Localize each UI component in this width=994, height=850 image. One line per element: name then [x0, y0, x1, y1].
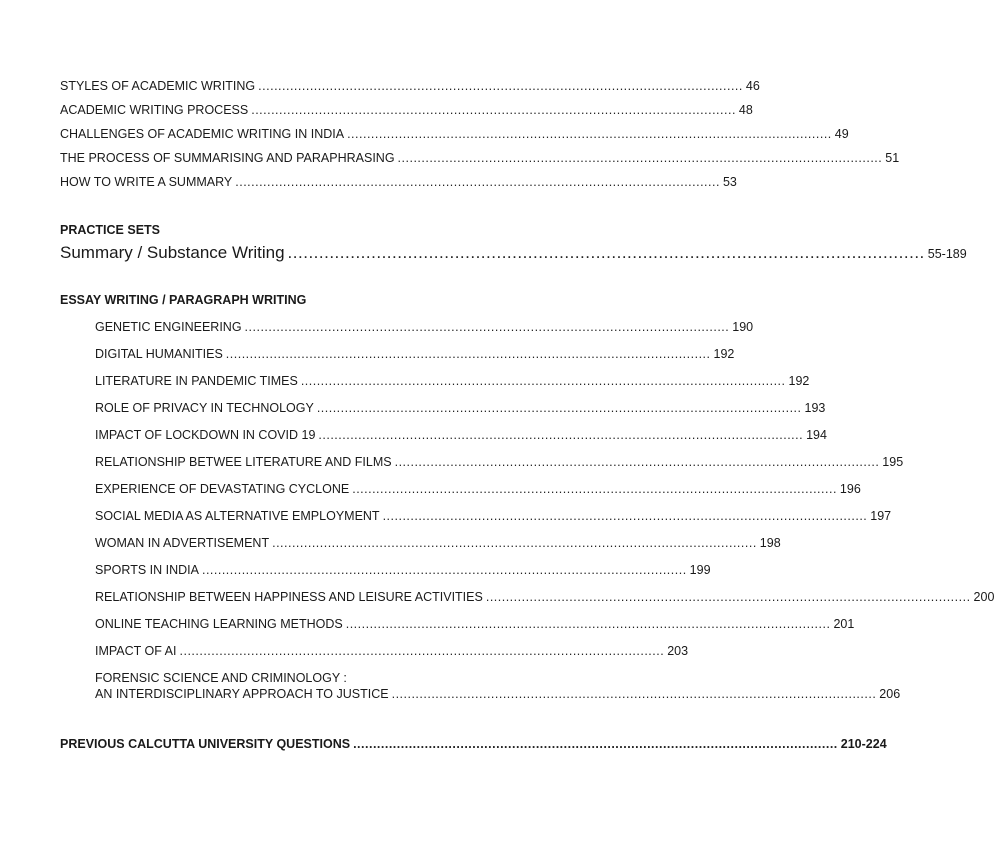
toc-entry-forensic-science[interactable] — [95, 670, 901, 702]
toc-entry-title: THE PROCESS OF SUMMARISING AND PARAPHRASING — [60, 151, 395, 165]
toc-entry-page: 51 — [885, 151, 900, 165]
toc-entry-page: 203 — [667, 644, 689, 658]
toc-entry[interactable] — [95, 481, 861, 497]
section-heading-essay-writing: ESSAY WRITING / PARAGRAPH WRITING — [60, 293, 307, 307]
toc-entry-title: RELATIONSHIP BETWEEN HAPPINESS AND LEISURE ACTIVITIES — [95, 590, 483, 604]
toc-entry[interactable] — [60, 126, 849, 142]
toc-entry-title: CHALLENGES OF ACADEMIC WRITING IN INDIA — [60, 127, 345, 141]
dot-leader: .......................................................................................................................... — [179, 644, 665, 658]
toc-entry-title: WOMAN IN ADVERTISEMENT — [95, 536, 270, 550]
toc-entry-title: ACADEMIC WRITING PROCESS — [60, 103, 249, 117]
toc-entry-page: 48 — [738, 103, 753, 117]
dot-leader: .......................................................................................................................... — [394, 455, 880, 469]
dot-leader: .......................................................................................................................... — [353, 737, 838, 751]
toc-entry-page: 195 — [882, 455, 904, 469]
toc-entry-title: EXPERIENCE OF DEVASTATING CYCLONE — [95, 482, 350, 496]
toc-entry-title: RELATIONSHIP BETWEE LITERATURE AND FILMS — [95, 455, 392, 469]
dot-leader: .......................................................................................................................... — [201, 563, 687, 577]
dot-leader: .......................................................................................................................... — [235, 175, 720, 189]
toc-entry-page: 206 — [879, 687, 901, 701]
toc-entry-page: 192 — [788, 374, 810, 388]
dot-leader: .......................................................................................................................... — [225, 347, 711, 361]
dot-leader: .......................................................................................................................... — [251, 103, 736, 117]
toc-entry-page: 192 — [713, 347, 735, 361]
toc-entry-page: 200 — [973, 590, 994, 604]
toc-entry-title: GENETIC ENGINEERING — [95, 320, 242, 334]
toc-entry-title: HOW TO WRITE A SUMMARY — [60, 175, 233, 189]
dot-leader: .......................................................................................................................... — [272, 536, 757, 550]
dot-leader: .......................................................................................................................... — [287, 243, 925, 262]
section-heading-practice-sets: PRACTICE SETS — [60, 223, 161, 237]
toc-entry-page: 199 — [689, 563, 711, 577]
toc-entry-title: LITERATURE IN PANDEMIC TIMES — [95, 374, 298, 388]
toc-entry-page: 197 — [870, 509, 892, 523]
toc-entry[interactable] — [60, 174, 737, 190]
toc-entry[interactable] — [95, 508, 892, 524]
toc-entry-title: PREVIOUS CALCUTTA UNIVERSITY QUESTIONS — [60, 737, 351, 751]
toc-entry-page: 193 — [804, 401, 826, 415]
toc-entry[interactable] — [95, 535, 781, 551]
toc-entry[interactable] — [95, 643, 689, 659]
toc-entry-page: 46 — [745, 79, 760, 93]
toc-entry[interactable] — [95, 319, 754, 335]
toc-entry-page: 210-224 — [840, 737, 887, 751]
dot-leader: .......................................................................................................................... — [300, 374, 786, 388]
toc-entry-page: 201 — [833, 617, 855, 631]
dot-leader: .......................................................................................................................... — [345, 617, 831, 631]
toc-entry[interactable] — [60, 102, 753, 118]
toc-entry[interactable] — [95, 400, 826, 416]
toc-entry[interactable] — [60, 150, 900, 166]
toc-entry[interactable] — [95, 616, 855, 632]
toc-entry-title: SOCIAL MEDIA AS ALTERNATIVE EMPLOYMENT — [95, 509, 380, 523]
toc-entry-title: SPORTS IN INDIA — [95, 563, 199, 577]
dot-leader: .......................................................................................................................... — [347, 127, 832, 141]
dot-leader: .......................................................................................................................... — [382, 509, 868, 523]
toc-entry-title-line1: FORENSIC SCIENCE AND CRIMINOLOGY : — [95, 671, 347, 685]
dot-leader: .......................................................................................................................... — [258, 79, 743, 93]
toc-entry-title: IMPACT OF AI — [95, 644, 177, 658]
table-of-contents — [60, 0, 994, 850]
toc-entry-title: Summary / Substance Writing — [60, 243, 285, 262]
toc-entry-page: 49 — [834, 127, 849, 141]
dot-leader: .......................................................................................................................... — [352, 482, 837, 496]
toc-entry-previous-questions[interactable] — [60, 736, 887, 752]
dot-leader: .......................................................................................................................... — [485, 590, 971, 604]
toc-entry-title: ROLE OF PRIVACY IN TECHNOLOGY — [95, 401, 314, 415]
toc-entry-title: ONLINE TEACHING LEARNING METHODS — [95, 617, 343, 631]
dot-leader: .......................................................................................................................... — [244, 320, 730, 334]
toc-entry-title: STYLES OF ACADEMIC WRITING — [60, 79, 256, 93]
toc-entry-title: DIGITAL HUMANITIES — [95, 347, 223, 361]
toc-entry[interactable] — [95, 562, 711, 578]
toc-entry[interactable] — [95, 589, 994, 605]
toc-entry-page: 55-189 — [927, 247, 967, 261]
dot-leader: .......................................................................................................................... — [397, 151, 883, 165]
dot-leader: .......................................................................................................................... — [316, 401, 802, 415]
toc-entry[interactable] — [95, 427, 827, 443]
toc-entry[interactable] — [95, 346, 735, 362]
toc-entry[interactable] — [95, 454, 904, 470]
toc-entry-page: 53 — [722, 175, 737, 189]
toc-entry-title-line2: AN INTERDISCIPLINARY APPROACH TO JUSTICE — [95, 687, 389, 701]
toc-entry[interactable] — [95, 373, 810, 389]
dot-leader: .......................................................................................................................... — [318, 428, 804, 442]
toc-entry-page: 198 — [759, 536, 781, 550]
toc-entry-line2 — [95, 686, 901, 702]
dot-leader: .......................................................................................................................... — [391, 687, 877, 701]
toc-entry-title: IMPACT OF LOCKDOWN IN COVID 19 — [95, 428, 316, 442]
toc-entry-page: 194 — [806, 428, 827, 442]
toc-entry-summary-writing[interactable] — [60, 243, 967, 264]
toc-entry-page: 190 — [732, 320, 754, 334]
toc-entry-page: 196 — [839, 482, 861, 496]
toc-entry[interactable] — [60, 78, 760, 94]
